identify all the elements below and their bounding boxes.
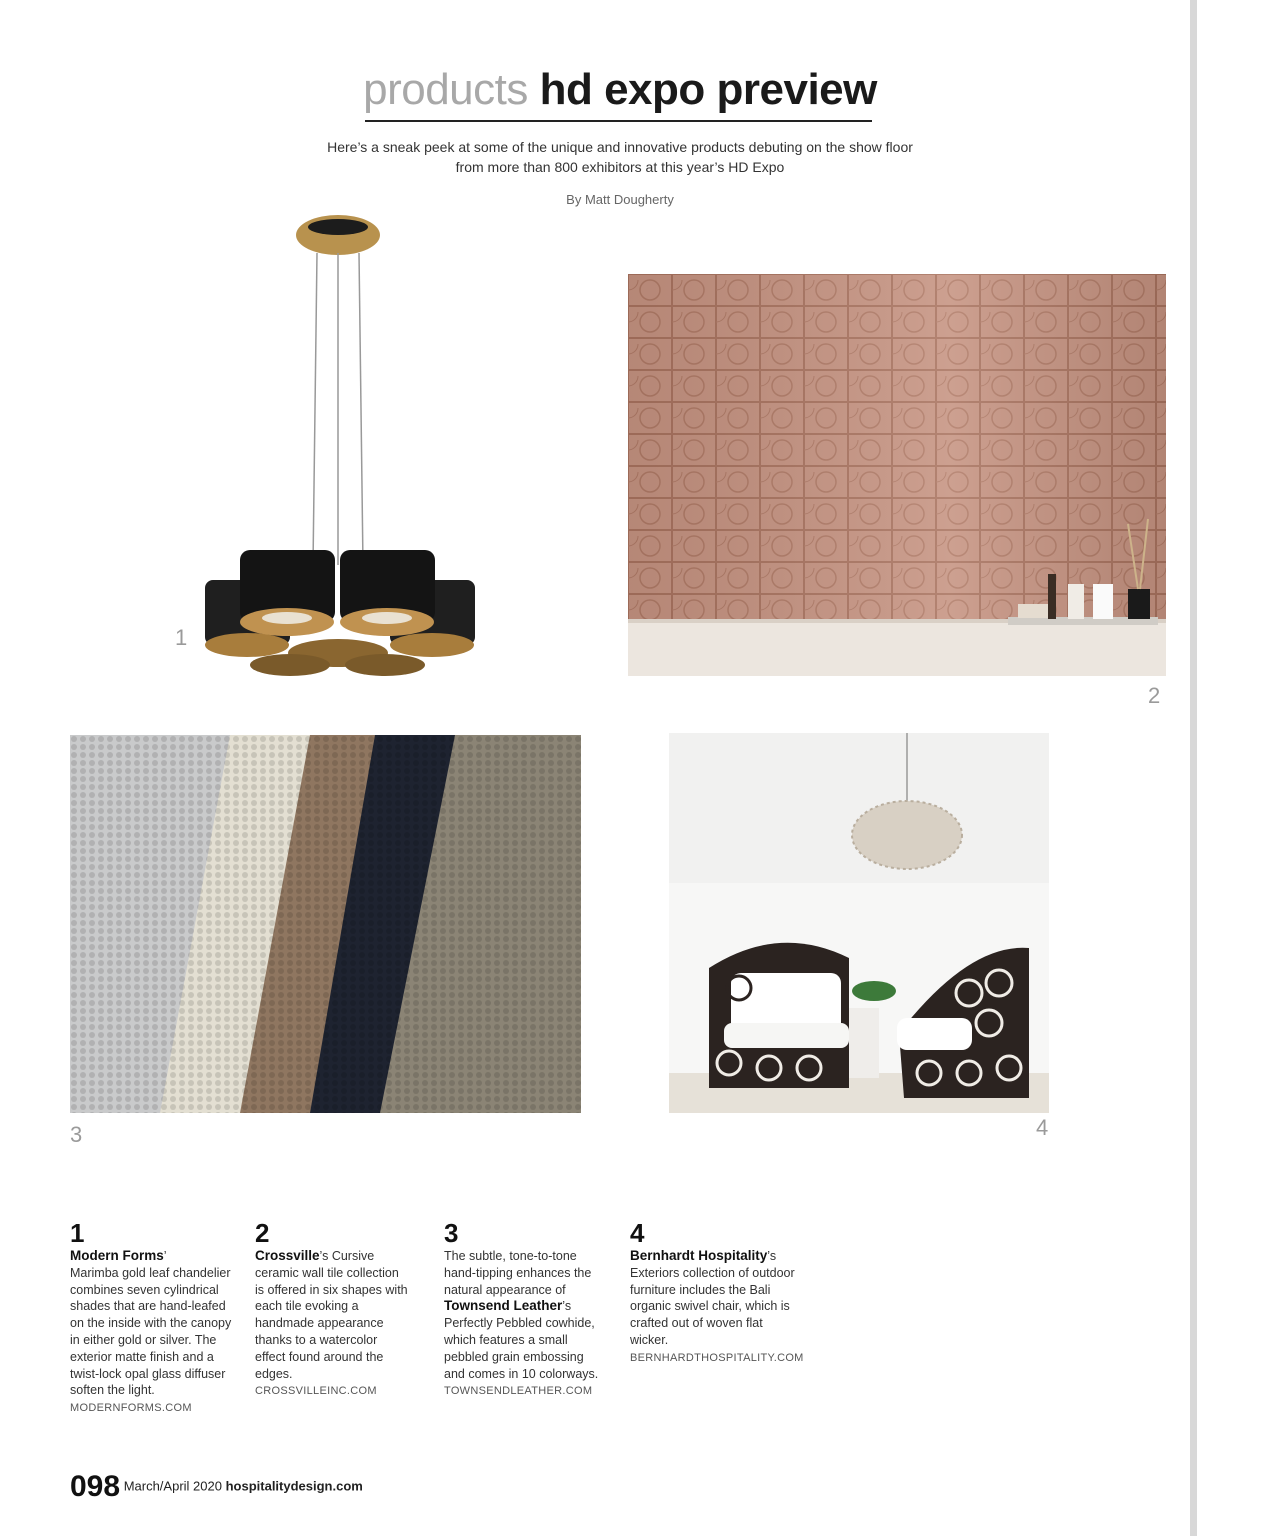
page-title	[0, 64, 1240, 116]
caption-pre-text: The subtle, tone-to-tone hand-tipping enhances the natural appearance of	[444, 1249, 592, 1297]
product-caption-4	[630, 1218, 804, 1367]
page-edge-rule	[1190, 0, 1197, 1536]
caption-number: 2	[255, 1218, 270, 1248]
figure-number-3: 3	[70, 1122, 83, 1147]
title-main: hd expo preview	[539, 65, 877, 114]
intro-text: Here’s a sneak peek at some of the unique and innovative products debuting on the show floor from more than 800 exhibitors at this year’s HD Expo	[327, 139, 913, 175]
caption-brand: Townsend Leather	[444, 1298, 563, 1314]
product-image-chandelier	[195, 205, 485, 685]
product-image-chairs	[669, 733, 1049, 1113]
caption-description: ’s Cursive ceramic wall tile collection is offered in six shapes with each tile evoking a handmade appearance thanks to a watercolor effect found around the edges.	[255, 1249, 408, 1381]
figure-number-1: 1	[175, 625, 188, 650]
caption-number: 3	[444, 1218, 459, 1248]
caption-description: ’s Perfectly Pebbled cowhide, which features a small pebbled grain embossing and comes in 10 colorways.	[444, 1299, 599, 1381]
product-image-leather	[70, 735, 581, 1113]
figure-number-2: 2	[1148, 683, 1161, 708]
caption-brand: Crossville	[255, 1248, 320, 1263]
caption-brand-suffix: ’	[163, 1249, 167, 1263]
caption-brand: Bernhardt Hospitality	[630, 1248, 768, 1263]
title-underline	[365, 120, 872, 122]
issue-date: March/April 2020	[123, 1478, 222, 1494]
site-url[interactable]: hospitalitydesign.com	[225, 1478, 363, 1494]
caption-url[interactable]: TOWNSENDLEATHER.COM	[444, 1385, 593, 1398]
product-caption-2	[255, 1218, 410, 1400]
caption-number: 4	[630, 1218, 645, 1248]
caption-description: Marimba gold leaf chandelier combines seven cylindrical shades that are hand-leafed on the inside with the canopy in either gold or silver. The exterior matte finish and a twist-lock opal glass diffuser soften the light.	[70, 1265, 232, 1398]
caption-url[interactable]: MODERNFORMS.COM	[70, 1402, 192, 1415]
product-image-tile-wall	[628, 274, 1166, 676]
page-footer	[70, 1470, 363, 1504]
product-caption-3	[444, 1218, 604, 1400]
byline: By Matt Dougherty	[566, 192, 674, 207]
caption-url[interactable]: CROSSVILLEINC.COM	[255, 1385, 377, 1398]
product-caption-1	[70, 1218, 235, 1417]
figure-number-4: 4	[1036, 1115, 1049, 1140]
caption-brand: Modern Forms	[70, 1248, 164, 1263]
caption-number: 1	[70, 1218, 85, 1248]
title-section: products	[363, 65, 528, 114]
page-number: 098	[70, 1470, 121, 1503]
caption-url[interactable]: BERNHARDTHOSPITALITY.COM	[630, 1351, 804, 1364]
caption-description: ’s Exteriors collection of outdoor furniture includes the Bali organic swivel chair, which is crafted out of woven flat wicker.	[630, 1249, 795, 1347]
